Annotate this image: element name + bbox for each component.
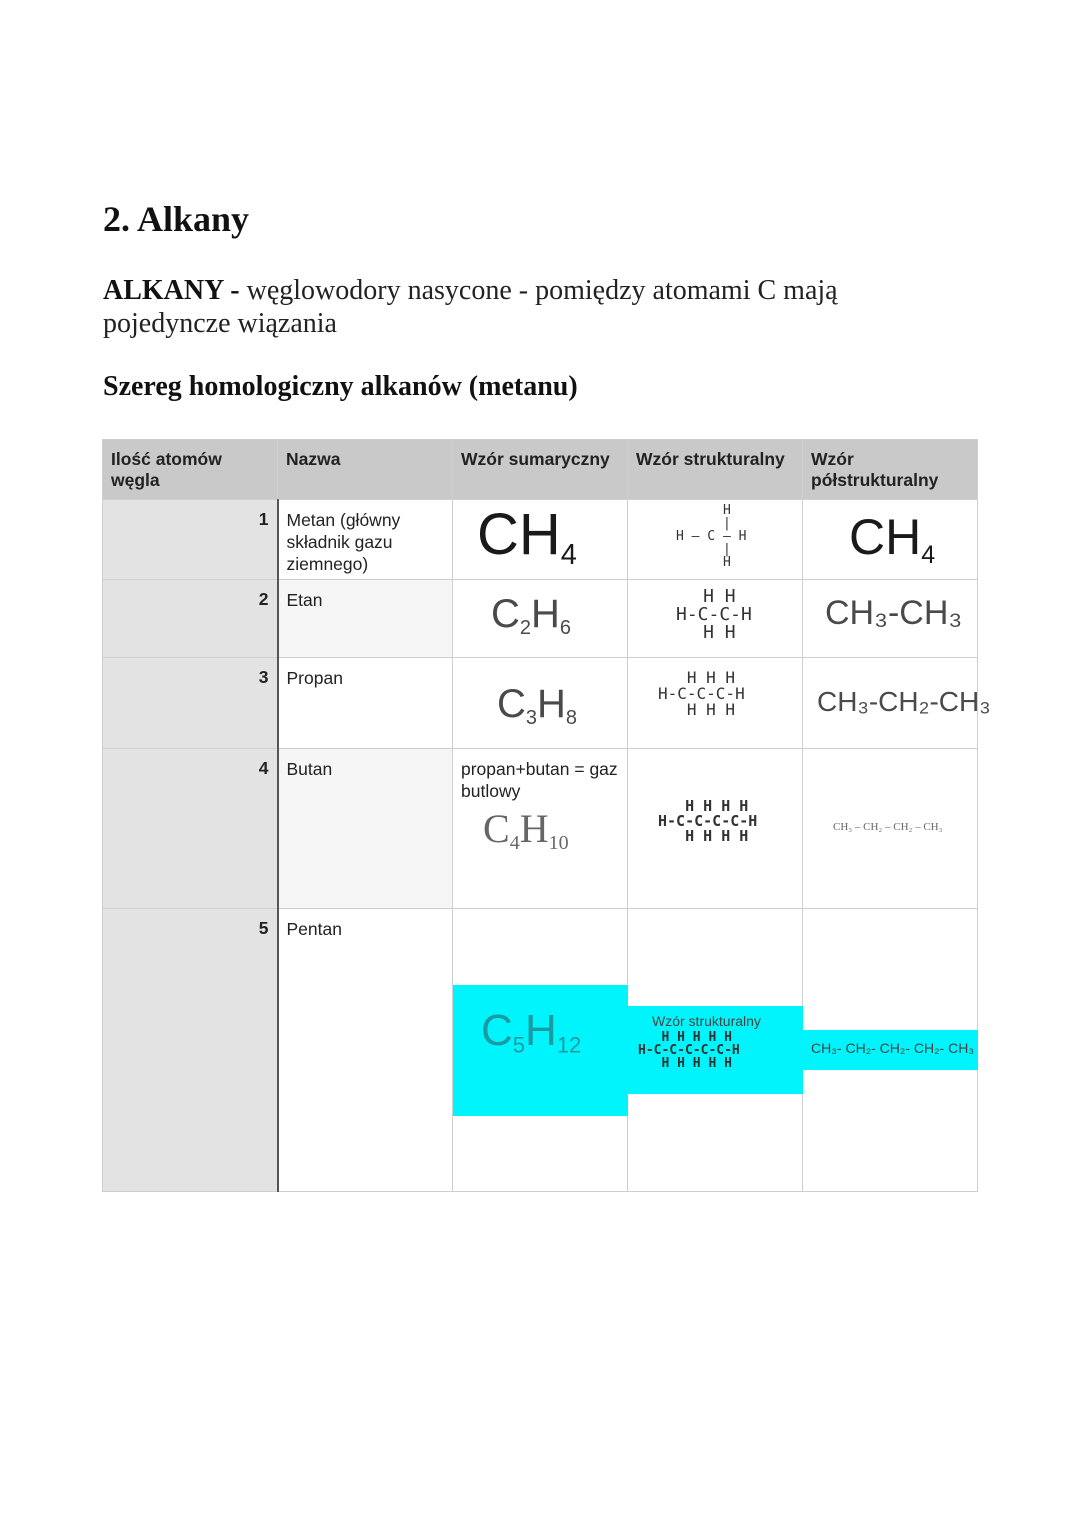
molecular-formula-cell [453, 909, 628, 1192]
structural-formula-cell [628, 580, 803, 658]
semistructural-formula-cell [803, 658, 991, 749]
semistructural-formula: CH₃ – CH₂ – CH₂ – CH₃ [833, 821, 943, 833]
table-row [103, 658, 978, 749]
molecular-formula-cell [453, 658, 628, 749]
alkane-name: Pentan [278, 909, 453, 1192]
header-structural-formula: Wzór strukturalny [628, 440, 803, 500]
carbon-count: 4 [103, 749, 278, 909]
table-row [103, 909, 978, 1192]
alkane-name: Butan [278, 749, 453, 909]
structural-formula: H H H H H-C-C-C-C-H H H H H [658, 797, 758, 845]
definition-text: węglowodory nasycone - pomiędzy atomami C mają pojedyncze wiązania [103, 275, 838, 339]
carbon-count: 5 [103, 909, 278, 1192]
molecular-formula-cell [453, 580, 628, 658]
molecular-formula: $C_3H_8$ [497, 682, 578, 729]
structural-label: Wzór strukturalny [652, 1013, 761, 1029]
carbon-count: 2 [103, 580, 278, 658]
carbon-count: 1 [103, 500, 278, 580]
semistructural-formula: CH₃-CH₂-CH₃ [817, 686, 991, 717]
definition-paragraph [103, 274, 923, 340]
semistructural-formula-cell [803, 749, 978, 909]
header-carbon-count: Ilość atomów węgla [103, 440, 278, 500]
structural-formula: H | H – C – H | H [676, 503, 747, 570]
molecular-formula: $C_4H_{10}$ [483, 806, 569, 854]
structural-formula-cell [628, 658, 803, 749]
structural-formula: H H H-C-C-H H H [676, 586, 752, 643]
molecular-formula: $C_2H_6$ [491, 592, 572, 639]
alkane-name: Metan (główny składnik gazu ziemnego) [278, 500, 453, 580]
structural-formula-cell [628, 909, 803, 1192]
header-semistructural-formula: Wzór półstrukturalny [803, 440, 978, 500]
section-subtitle: Szereg homologiczny alkanów (metanu) [103, 371, 578, 402]
molecular-formula-cell [453, 500, 628, 580]
semistructural-formula: $CH_4$ [849, 509, 936, 569]
semistructural-formula: CH₃-CH₃ [825, 594, 963, 632]
table-row [103, 500, 978, 580]
alkanes-table [102, 439, 991, 1192]
semistructural-formula-cell [803, 500, 978, 580]
header-name: Nazwa [278, 440, 453, 500]
header-molecular-formula: Wzór sumaryczny [453, 440, 628, 500]
molecular-formula: $CH_4$ [477, 502, 577, 572]
alkane-name: Etan [278, 580, 453, 658]
structural-formula-cell [628, 749, 803, 909]
table-row [103, 749, 978, 909]
semistructural-formula: CH₃- CH₂- CH₂- CH₂- CH₃ [811, 1040, 975, 1056]
carbon-count: 3 [103, 658, 278, 749]
semistructural-formula-cell [803, 580, 978, 658]
molecular-formula: $C_5H_{12}$ [481, 1006, 582, 1058]
definition-term: ALKANY - [103, 275, 240, 306]
table-row [103, 580, 978, 658]
structural-formula-cell [628, 500, 803, 580]
structural-formula: H H H H H H-C-C-C-C-C-H H H H H H [638, 1030, 740, 1071]
table-header-row [103, 440, 978, 500]
semistructural-formula-cell [803, 909, 978, 1192]
molecular-formula-cell [453, 749, 628, 909]
alkane-name: Propan [278, 658, 453, 749]
page-title: 2. Alkany [103, 199, 250, 239]
structural-formula: H H H H-C-C-C-H H H H [658, 668, 745, 719]
gas-note: propan+butan = gaz butlowy [461, 759, 618, 801]
